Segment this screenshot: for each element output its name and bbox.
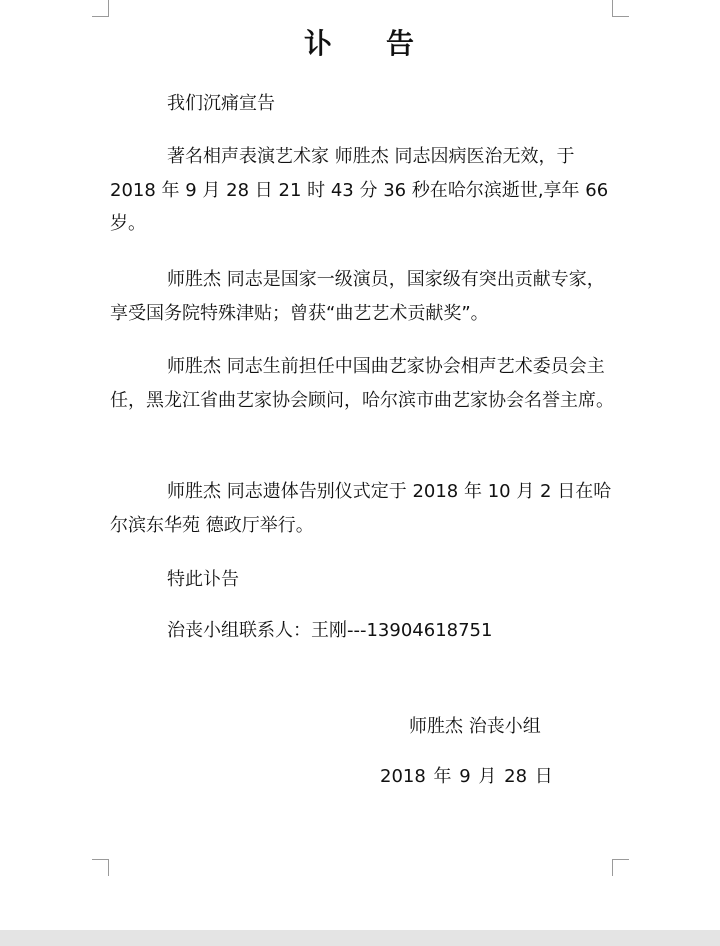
crop-mark-bottom-left xyxy=(92,859,109,876)
paragraph-3: 师胜杰 同志生前担任中国曲艺家协会相声艺术委员会主任，黑龙江省曲艺家协会顾问，哈尔滨市曲艺家协会名誉主席。 xyxy=(110,356,614,411)
signature: 师胜杰 治丧小组 xyxy=(409,716,541,737)
title-char-right: 告 xyxy=(386,27,417,60)
document-title xyxy=(0,22,720,62)
document-date: 2018 年 9 月 28 日 xyxy=(380,766,553,787)
paragraph-4: 师胜杰 同志遗体告别仪式定于 2018 年 10 月 2 日在哈尔滨东华苑 德政厅举行。 xyxy=(110,481,612,536)
contact-line: 治丧小组联系人：王刚---13904618751 xyxy=(167,620,493,641)
title-char-left: 讣 xyxy=(303,27,334,60)
paragraph-1: 著名相声表演艺术家 师胜杰 同志因病医治无效，于 2018 年 9 月 28 日 21 时 43 分 36 秒在哈尔滨逝世,享年 66 岁。 xyxy=(110,146,609,234)
greeting: 我们沉痛宣告 xyxy=(167,93,275,114)
crop-mark-bottom-right xyxy=(612,859,629,876)
crop-mark-top-right xyxy=(612,0,629,17)
crop-mark-top-left xyxy=(92,0,109,17)
paragraph-2: 师胜杰 同志是国家一级演员，国家级有突出贡献专家，享受国务院特殊津贴；曾获“曲艺艺术贡献奖”。 xyxy=(110,269,605,324)
closing-line: 特此讣告 xyxy=(167,569,239,590)
viewer-background-strip xyxy=(0,930,720,946)
